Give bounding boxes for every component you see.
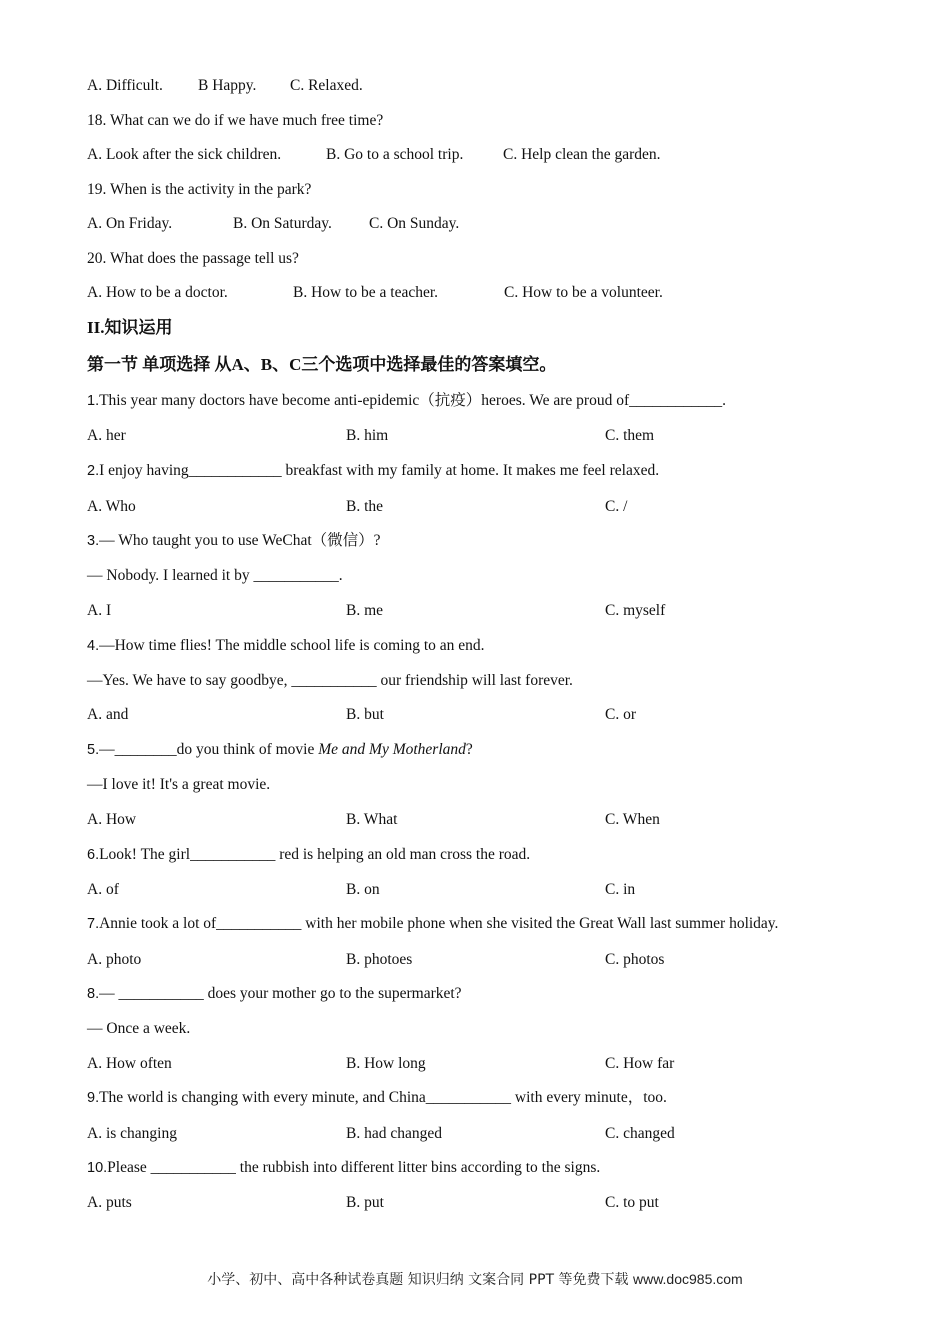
item-1-option-c: C. them bbox=[605, 427, 655, 444]
item-number: 9. bbox=[87, 1090, 100, 1106]
item-number: 6. bbox=[87, 847, 100, 863]
item-10-option-b: B. put bbox=[346, 1194, 384, 1211]
item-7-option-a: A. photo bbox=[87, 951, 142, 968]
item-8-answer-line: — Once a week. bbox=[87, 1020, 191, 1037]
q20-option-a: A. How to be a doctor. bbox=[87, 284, 228, 301]
footer-url[interactable]: www.doc985.com bbox=[632, 1271, 743, 1287]
item-number: 4. bbox=[87, 638, 100, 654]
item-text: I enjoy having____________ breakfast with my family at home. It makes me feel relaxed. bbox=[99, 462, 660, 479]
item-8-option-a: A. How often bbox=[87, 1055, 172, 1072]
item-10-option-c: C. to put bbox=[605, 1194, 659, 1211]
item-2-option-b: B. the bbox=[346, 498, 384, 515]
item-5-answer-line: —I love it! It's a great movie. bbox=[87, 776, 271, 793]
question-18: 18. What can we do if we have much free time? bbox=[87, 112, 384, 129]
item-text: —How time flies! The middle school life is coming to an end. bbox=[99, 637, 485, 654]
item-text: The world is changing with every minute, and China___________ with every minute，too. bbox=[99, 1089, 667, 1106]
item-1-option-a: A. her bbox=[87, 427, 126, 444]
item-4-question bbox=[87, 636, 485, 656]
item-8-option-c: C. How far bbox=[605, 1055, 675, 1072]
section-title: II.知识运用 bbox=[87, 318, 173, 337]
footer-text: 小学、初中、高中各种试卷真题 知识归纳 文案合同 PPT 等免费下载 bbox=[207, 1272, 629, 1288]
item-number: 2. bbox=[87, 463, 100, 479]
item-2-option-a: A. Who bbox=[87, 498, 136, 515]
item-text: —________do you think of movie bbox=[99, 741, 319, 758]
item-6-option-b: B. on bbox=[346, 881, 380, 898]
item-2-question bbox=[87, 461, 659, 481]
item-10-question bbox=[87, 1158, 600, 1178]
question-20: 20. What does the passage tell us? bbox=[87, 250, 299, 267]
item-4-answer-line: —Yes. We have to say goodbye, ___________ our friendship will last forever. bbox=[87, 672, 573, 689]
item-text-end: ? bbox=[465, 741, 473, 758]
item-text: Look! The girl___________ red is helping an old man cross the road. bbox=[99, 846, 531, 863]
item-5-option-c: C. When bbox=[605, 811, 660, 828]
item-8-option-b: B. How long bbox=[346, 1055, 426, 1072]
prev-option-c: C. Relaxed. bbox=[290, 77, 363, 94]
item-4-option-c: C. or bbox=[605, 706, 636, 723]
item-3-option-a: A. I bbox=[87, 602, 112, 619]
item-1-option-b: B. him bbox=[346, 427, 389, 444]
page-footer bbox=[0, 1269, 950, 1289]
item-6-option-a: A. of bbox=[87, 881, 119, 898]
item-text: — Who taught you to use WeChat（微信）? bbox=[99, 532, 381, 549]
item-3-answer-line: — Nobody. I learned it by ___________. bbox=[87, 567, 343, 584]
item-9-option-a: A. is changing bbox=[87, 1125, 177, 1142]
item-9-option-c: C. changed bbox=[605, 1125, 675, 1142]
item-2-option-c: C. / bbox=[605, 498, 628, 515]
q19-option-a: A. On Friday. bbox=[87, 215, 173, 232]
item-number: 10. bbox=[87, 1160, 108, 1176]
item-number: 5. bbox=[87, 742, 100, 758]
q19-option-b: B. On Saturday. bbox=[233, 215, 332, 232]
q18-option-b: B. Go to a school trip. bbox=[326, 146, 464, 163]
q20-option-b: B. How to be a teacher. bbox=[293, 284, 439, 301]
item-7-option-b: B. photoes bbox=[346, 951, 413, 968]
prev-option-b: B Happy. bbox=[198, 77, 257, 94]
item-7-question bbox=[87, 914, 778, 934]
item-5-option-b: B. What bbox=[346, 811, 398, 828]
item-9-option-b: B. had changed bbox=[346, 1125, 442, 1142]
item-6-option-c: C. in bbox=[605, 881, 636, 898]
item-10-option-a: A. puts bbox=[87, 1194, 132, 1211]
item-9-question bbox=[87, 1088, 667, 1108]
section-subtitle: 第一节 单项选择 从A、B、C三个选项中选择最佳的答案填空。 bbox=[87, 355, 557, 374]
q19-option-c: C. On Sunday. bbox=[369, 215, 460, 232]
item-3-option-c: C. myself bbox=[605, 602, 666, 619]
item-number: 3. bbox=[87, 533, 100, 549]
item-4-option-b: B. but bbox=[346, 706, 384, 723]
item-1-question bbox=[87, 391, 726, 411]
item-6-question bbox=[87, 845, 530, 865]
item-3-option-b: B. me bbox=[346, 602, 384, 619]
item-number: 8. bbox=[87, 986, 100, 1002]
item-7-option-c: C. photos bbox=[605, 951, 665, 968]
item-5-option-a: A. How bbox=[87, 811, 137, 828]
item-8-question bbox=[87, 984, 462, 1004]
q20-option-c: C. How to be a volunteer. bbox=[504, 284, 663, 301]
prev-option-a: A. Difficult. bbox=[87, 77, 163, 94]
item-5-question bbox=[87, 740, 473, 760]
movie-title: Me and My Motherland bbox=[318, 741, 466, 758]
item-number: 1. bbox=[87, 393, 100, 409]
q18-option-a: A. Look after the sick children. bbox=[87, 146, 282, 163]
item-number: 7. bbox=[87, 916, 100, 932]
item-4-option-a: A. and bbox=[87, 706, 129, 723]
item-text: — ___________ does your mother go to the supermarket? bbox=[99, 985, 462, 1002]
question-19: 19. When is the activity in the park? bbox=[87, 181, 312, 198]
item-3-question bbox=[87, 531, 381, 551]
item-text: This year many doctors have become anti-epidemic（抗疫）heroes. We are proud of____________. bbox=[99, 392, 726, 409]
q18-option-c: C. Help clean the garden. bbox=[503, 146, 661, 163]
item-text: Annie took a lot of___________ with her mobile phone when she visited the Great Wall last summer holiday. bbox=[99, 915, 779, 932]
item-text: Please ___________ the rubbish into different litter bins according to the signs. bbox=[107, 1159, 601, 1176]
